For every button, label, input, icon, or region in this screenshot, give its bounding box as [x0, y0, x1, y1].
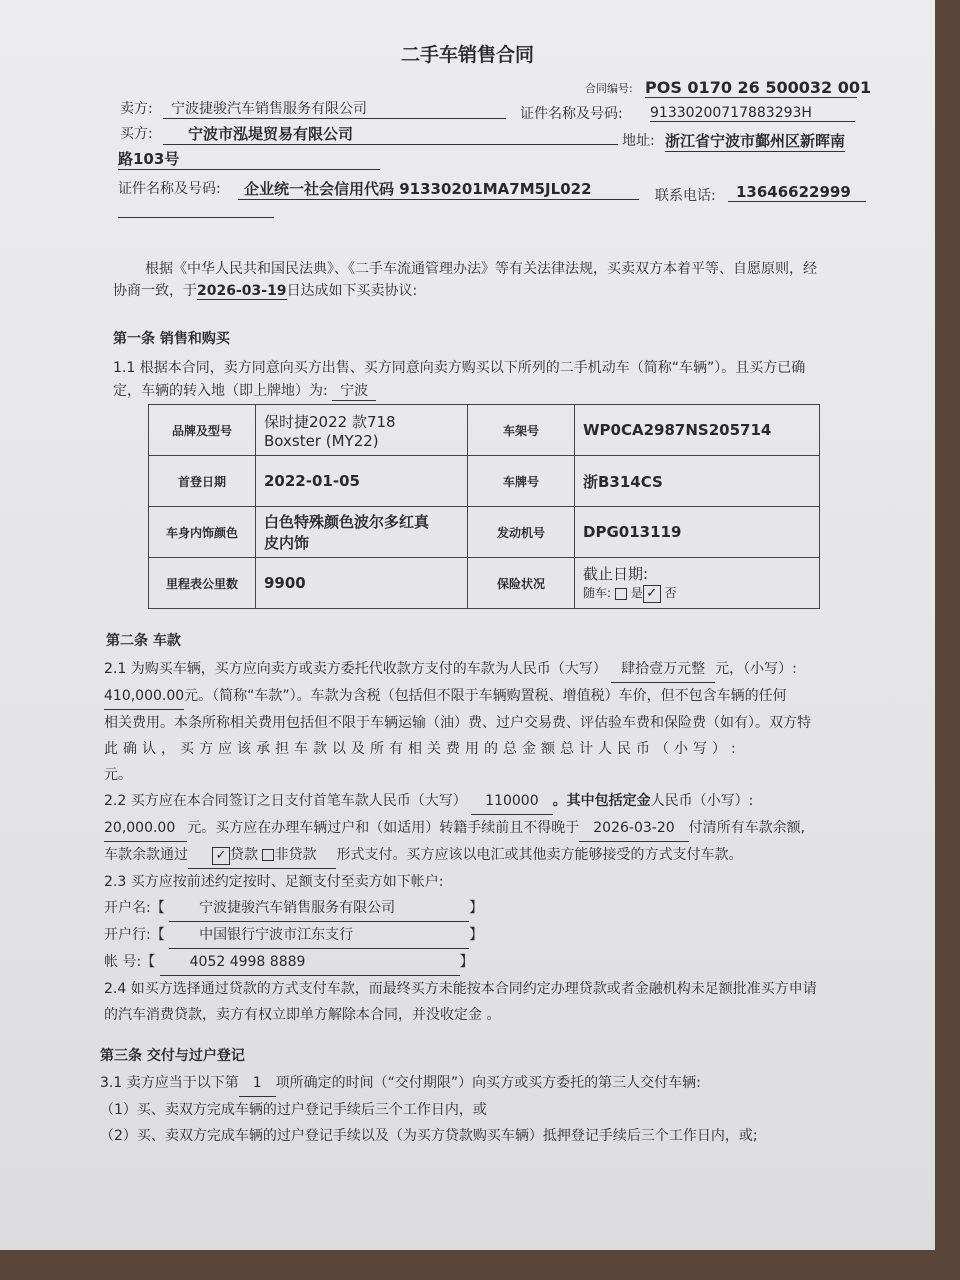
intro-line-2-end: 日达成如下买卖协议: — [286, 283, 418, 299]
mileage: 9900 — [256, 558, 468, 609]
clause-3-1-item-2: （2）买、卖双方完成车辆的过户登记手续以及（为买方贷款购买车辆）抵押登记手续后三个工作日内，或; — [100, 1128, 758, 1144]
seller-name: 宁波捷骏汽车销售服务有限公司 — [163, 98, 506, 119]
buyer-label: 买方: — [120, 126, 153, 142]
loan-checkbox-checked[interactable]: ✓ — [212, 847, 230, 865]
bank: 中国银行宁波市江东支行 — [169, 922, 469, 949]
delivery-item-no: 1 — [239, 1070, 276, 1097]
price-amount: 410,000.00 — [104, 683, 184, 710]
plate-label: 车牌号 — [468, 456, 575, 507]
clause-2-1: 2.1 为购买车辆，买方应向卖方或卖方委托代收款方支付的车款为人民币（大写） — [104, 661, 607, 677]
contract-no-label: 合同编号: — [585, 82, 633, 95]
intro-line-1: 根据《中华人民共和国民法典》、《二手车流通管理办法》等有关法律法规，买卖双方本着平等、自愿原则，经 — [145, 261, 817, 277]
clause-1-1-cont: 定，车辆的转入地（即上牌地）为: — [113, 383, 328, 399]
clause-2-2-c: 人民币（小写）: — [650, 793, 754, 809]
clause-2-1-e: 此确认，买方应该承担车款以及所有相关费用的总金额总计人民币（小写）: — [104, 741, 741, 757]
bank-label: 开户行: — [104, 927, 151, 943]
account-no-label: 帐 号: — [104, 954, 142, 970]
mileage-label: 里程表公里数 — [149, 558, 256, 609]
seller-id-label: 证件名称及号码: — [520, 106, 623, 122]
clause-2-1-c: 元。（简称“车款”）。车款为含税（包括但不限于车辆购置税、增值税）车价，但不包含车辆的任何 — [184, 688, 787, 704]
clause-2-2: 2.2 买方应在本合同签订之日支付首笔车款人民币（大写） — [104, 793, 467, 809]
address-label: 地址: — [622, 133, 655, 149]
clause-2-2-d: 元。买方应在办理车辆过户和（如适用）转籍手续前且不得晚于 — [187, 820, 580, 836]
no-label: 否 — [664, 586, 677, 600]
yes-label: 是 — [630, 586, 643, 600]
color-line-2: 皮内饰 — [264, 534, 310, 552]
deposit-bold: 。其中包括定金 — [552, 793, 651, 809]
clause-2-2-e: 付清所有车款余额, — [688, 820, 806, 836]
phone: 13646622999 — [728, 183, 866, 202]
loan-label: 贷款 — [230, 847, 258, 863]
vehicle-table — [148, 404, 820, 609]
brand-line-1: 保时捷2022 款718 — [264, 412, 396, 431]
seller-label: 卖方: — [120, 101, 153, 117]
phone-label: 联系电话: — [655, 188, 716, 204]
buyer-id: 企业统一社会信用代码 91330201MA7M5JL022 — [238, 178, 639, 200]
account-name: 宁波捷骏汽车销售服务有限公司 — [169, 895, 469, 922]
color-label: 车身内饰颜色 — [149, 507, 256, 558]
first-payment: 110000 — [471, 788, 552, 815]
clause-3-1-b: 项所确定的时间（“交付期限”）向买方或买方委托的第三人交付车辆: — [275, 1075, 701, 1091]
brand-line-2: Boxster (MY22) — [264, 431, 379, 450]
insurance-deadline: 截止日期: — [583, 565, 649, 583]
deposit-amount: 20,000.00 — [104, 815, 187, 842]
brand-label: 品牌及型号 — [149, 405, 256, 456]
page-title: 二手车销售合同 — [400, 44, 534, 66]
color-cell — [256, 507, 468, 558]
vin-label: 车架号 — [468, 405, 575, 456]
contract-page: 二手车销售合同 合同编号: POS 0170 26 500032 001 卖方: 宁波捷骏汽车销售服务有限公司 证件名称及号码: 91330200717883293H 买方: 宁波市泓堤贸易有限公司 地址: 浙江省宁波市鄞州区新晖南 路103号 证件名称及号码: 企业统一社会信用代码 91330201MA7M5JL022 联系电话: 13646622999 根据《中华人民共和国民法典》、《二手车流通管理办法》等有关法律法规，买卖双方本着平等、自愿原则，经 协商一致，于2026-03-19日达成如下买卖协议: 第一条 销售和购买 1.1 根据本合同，卖方同意向买方出售、买方同意向卖方购买以下所列的二手机动车（简称“车辆”）。且买方已确 定，车辆的转入地（即上牌地）为: 宁波 品牌及型号 保时捷2022 款718 Boxster (MY22) 车架号 WP0CA2987NS205714 首登日期 2022-01-05 车牌号 浙B314CS 车身内饰颜色 白色特殊颜色波尔多红真 皮内饰 发动机号 DPG013119 里程表公里数 9900 保险状况 截止日期: 随车: 是 ✓ 否 第二条 车款 2.1 为购买车辆，买方应向卖方或卖方委托代收款方支付的车款为人民币（大写） 肆拾壹万元整 元，（小写）: 410,000.00元。（简称“车款”）。车款为含税（包括但不限于车辆购置税、增值税）车价，但不包含车辆的任何 相关费用。本条所称相关费用包括但不限于车辆运输（油）费、过户交易费、评估验车费和保险费（如有）。双方特 此确认，买方应该承担车款以及所有相关费用的总金额总计人民币（小写）: 元。 2.2 买方应在本合同签订之日支付首笔车款人民币（大写） 110000 。其中包括定金人民币（小写）: 20,000.00 元。买方应在办理车辆过户和（如适用）转籍手续前且不得晚于 2026-03-20 付清所有车款余额, 车款余款通过 ✓ 贷款 非贷款 形式支付。买方应该以电汇或其他卖方能够接受的方式支付车款。 2.3 买方应按前述约定按时、足额支付至卖方如下帐户: 开户名:【 宁波捷骏汽车销售服务有限公司 】 开户行:【 中国银行宁波市江东支行 】 帐 号:【 4052 4998 8889 】 2.4 如买方选择通过贷款的方式支付车款，而最终买方未能按本合同约定办理贷款或者金融机构未足额批准买方申请 的汽车消费贷款，卖方有权立即单方解除本合同，并没收定金 。 第三条 交付与过户登记 3.1 卖方应当于以下第 1 项所确定的时间（“交付期限”）向买方或买方委托的第三人交付车辆: （1）买、卖双方完成车辆的过户登记手续后三个工作日内，或 （2）买、卖双方完成车辆的过户登记手续以及（为买方贷款购买车辆）抵押登记手续后三个工作日内，或; — [0, 0, 935, 1250]
insurance-cell — [575, 558, 820, 609]
account-no: 4052 4998 8889 — [160, 949, 460, 976]
section-2-title: 第二条 车款 — [106, 633, 181, 649]
seller-id: 91330200717883293H — [650, 105, 855, 122]
reg-date: 2022-01-05 — [256, 456, 468, 507]
intro-line-2: 协商一致，于 — [113, 283, 197, 299]
address-line-1: 浙江省宁波市鄞州区新晖南 — [665, 132, 846, 150]
clause-2-3: 2.3 买方应按前述约定按时、足额支付至卖方如下帐户: — [104, 874, 444, 890]
clause-2-1-f: 元。 — [104, 767, 132, 783]
brand-cell — [256, 405, 468, 456]
clause-2-1-b: 元，（小写）: — [715, 661, 797, 677]
color-line-1: 白色特殊颜色波尔多红真 — [264, 513, 430, 531]
insurance-follow-label: 随车: — [583, 586, 612, 600]
registration-place: 宁波 — [332, 380, 376, 401]
address-line-2: 路103号 — [118, 148, 380, 170]
buyer-id-label: 证件名称及号码: — [118, 181, 221, 197]
clause-3-1-item-1: （1）买、卖双方完成车辆的过户登记手续后三个工作日内，或 — [100, 1102, 487, 1118]
buyer-name: 宁波市泓堤贸易有限公司 — [163, 123, 618, 145]
nonloan-checkbox[interactable] — [262, 849, 274, 861]
reg-date-label: 首登日期 — [149, 456, 256, 507]
engine-no: DPG013119 — [575, 507, 820, 558]
clause-3-1: 3.1 卖方应当于以下第 — [100, 1075, 239, 1091]
clause-2-2-f: 车款余款通过 — [104, 847, 188, 863]
clause-1-1: 1.1 根据本合同，卖方同意向买方出售、买方同意向卖方购买以下所列的二手机动车（简称“车辆”）。且买方已确 — [113, 360, 806, 376]
blank-line — [118, 217, 274, 218]
engine-label: 发动机号 — [468, 507, 575, 558]
account-name-label: 开户名: — [104, 900, 151, 916]
agreement-date: 2026-03-19 — [197, 283, 287, 299]
no-checkbox-checked[interactable]: ✓ — [643, 585, 661, 603]
clause-2-4-b: 的汽车消费贷款，卖方有权立即单方解除本合同，并没收定金 。 — [104, 1007, 501, 1023]
vin: WP0CA2987NS205714 — [575, 405, 820, 456]
clause-2-1-d: 相关费用。本条所称相关费用包括但不限于车辆运输（油）费、过户交易费、评估验车费和保险费（如有）。双方特 — [104, 715, 811, 731]
plate: 浙B314CS — [575, 456, 820, 507]
insurance-label: 保险状况 — [468, 558, 575, 609]
contract-no: POS 0170 26 500032 001 — [645, 78, 872, 97]
section-1-title: 第一条 销售和购买 — [113, 331, 230, 347]
nonloan-label: 非贷款 — [274, 847, 317, 863]
yes-checkbox[interactable] — [615, 588, 627, 600]
balance-due-date: 2026-03-20 — [579, 815, 688, 842]
clause-2-4: 2.4 如买方选择通过贷款的方式支付车款，而最终买方未能按本合同约定办理贷款或者金融机构未足额批准买方申请 — [104, 981, 817, 997]
clause-2-2-g: 形式支付。买方应该以电汇或其他卖方能够接受的方式支付车款。 — [336, 847, 743, 863]
price-uppercase: 肆拾壹万元整 — [611, 656, 715, 683]
section-3-title: 第三条 交付与过户登记 — [100, 1048, 245, 1064]
